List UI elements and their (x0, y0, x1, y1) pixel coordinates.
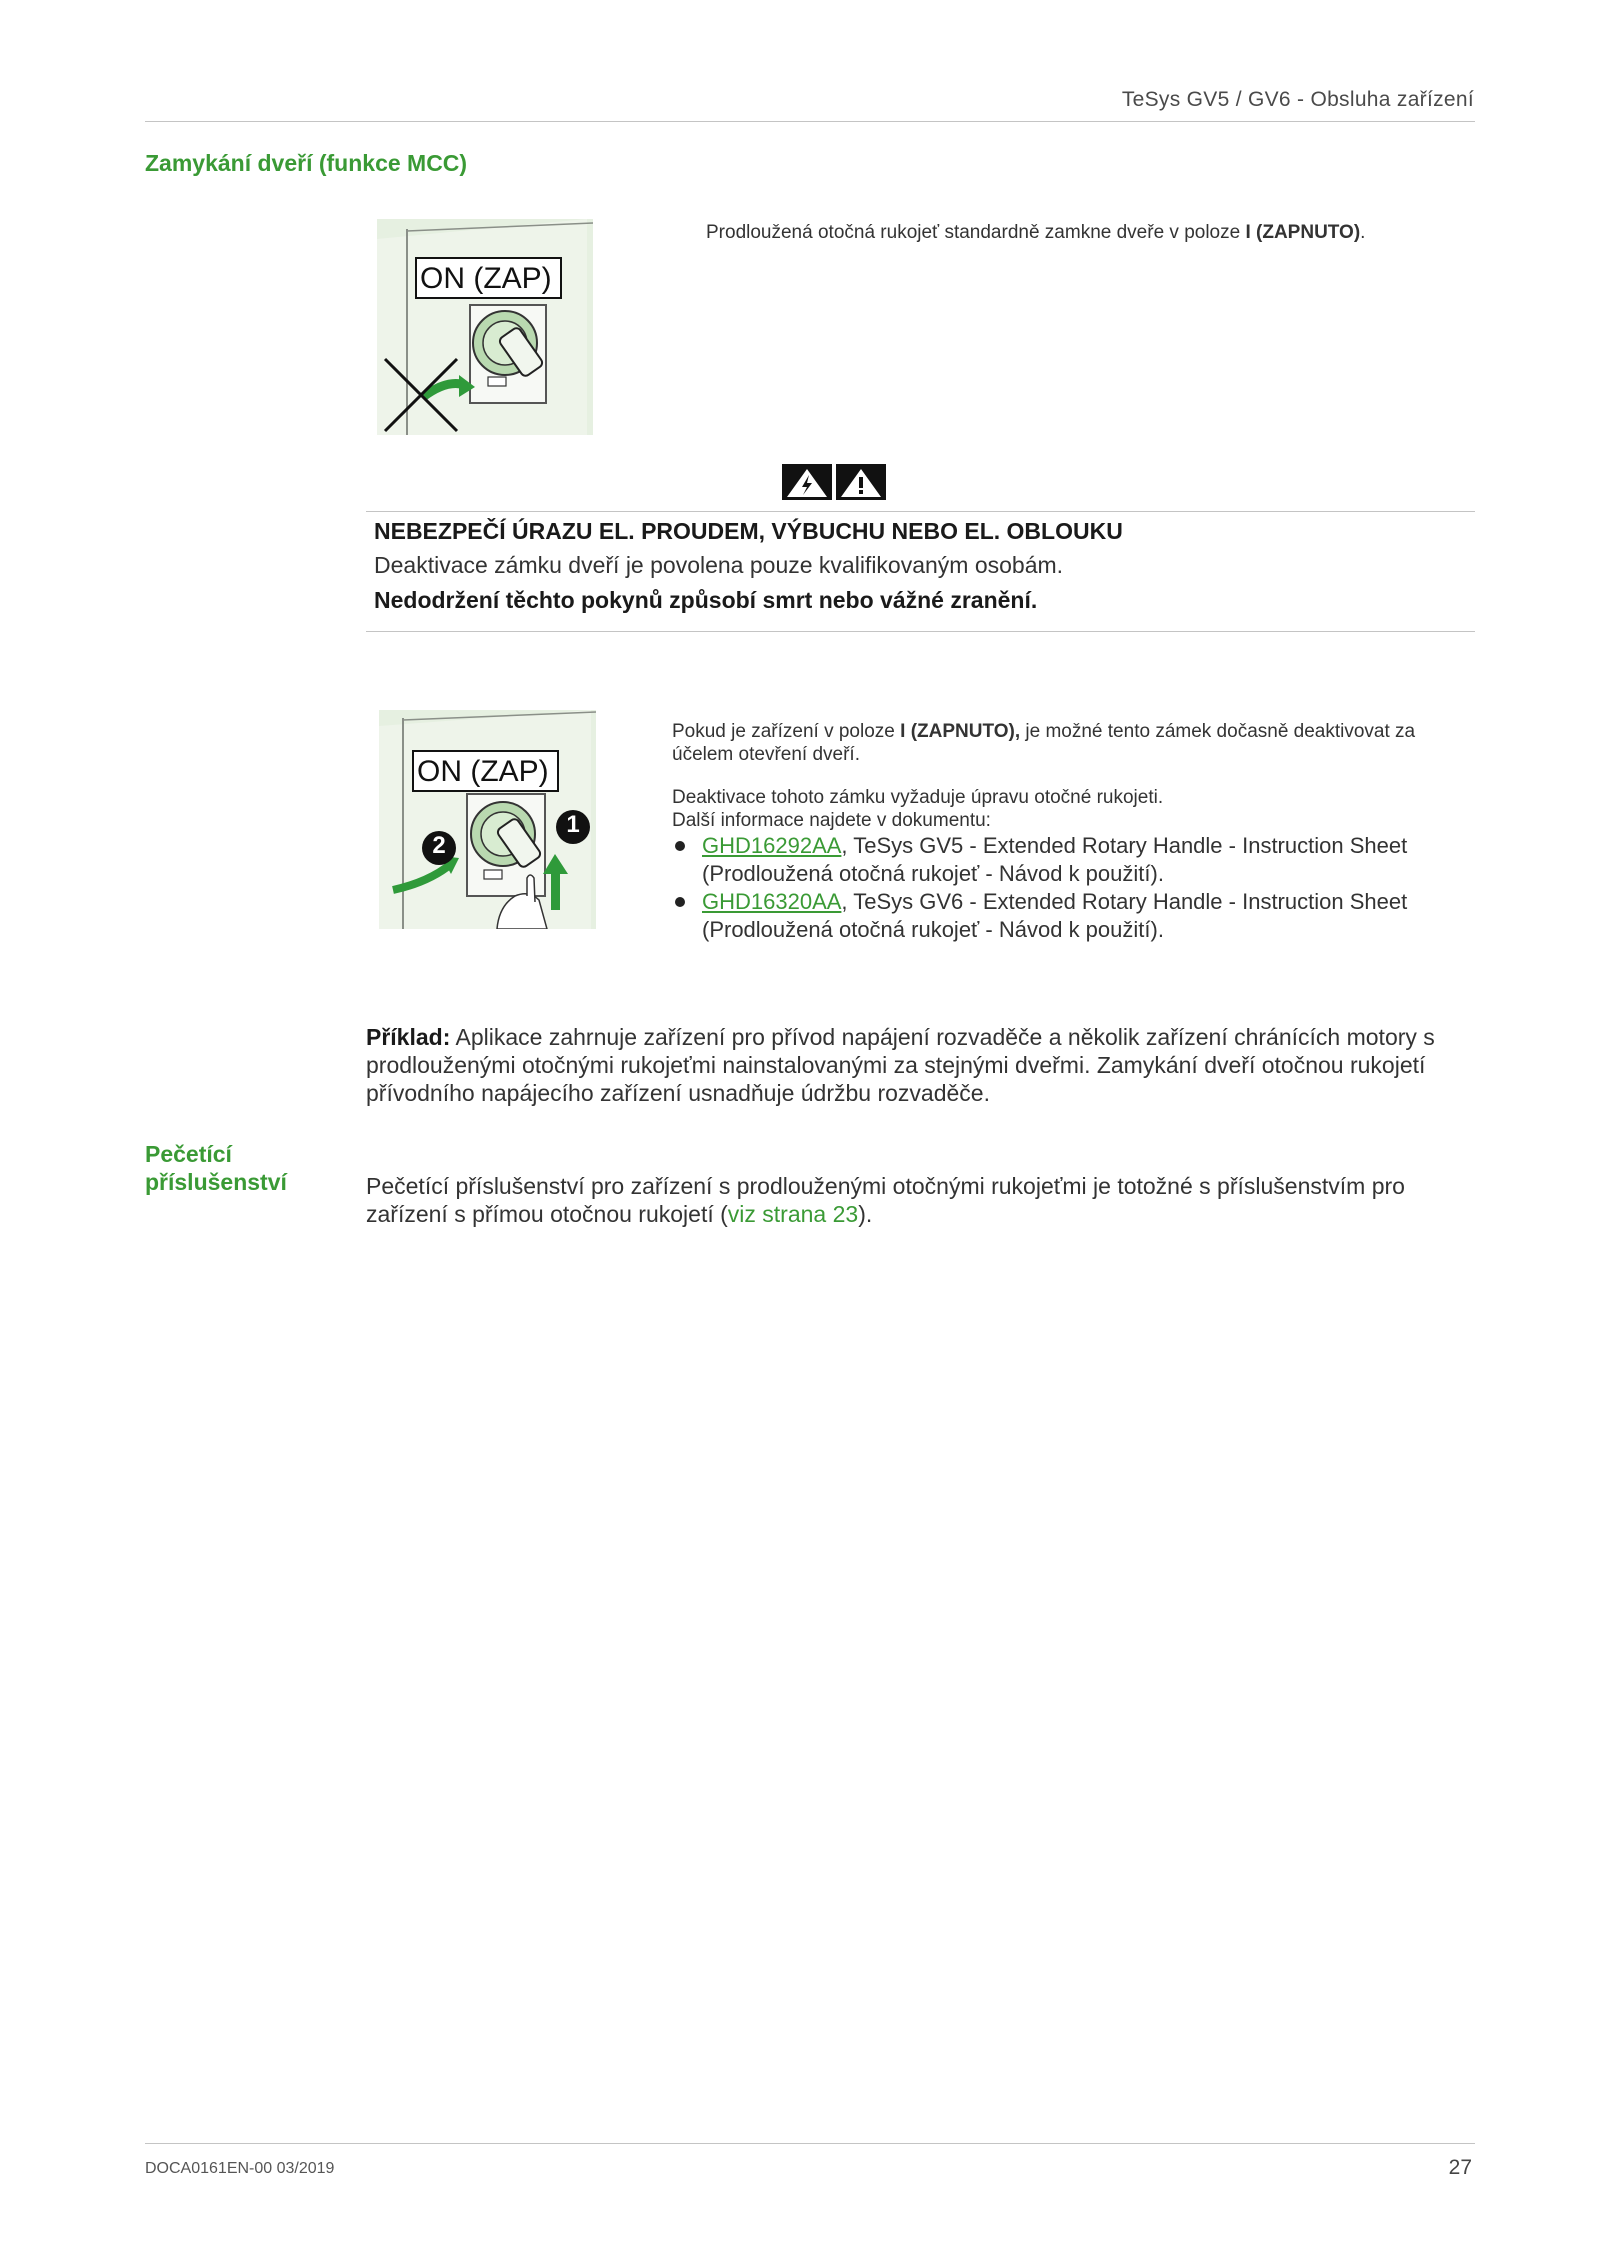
list-item (672, 888, 1472, 944)
sealing-text-tail: ). (858, 1201, 873, 1227)
danger-consequence: Nedodržení těchto pokynů způsobí smrt nebo vážné zranění. (374, 587, 1038, 613)
step-2-marker: 2 (432, 832, 446, 859)
section-heading-door-locking: Zamykání dveří (funkce MCC) (145, 150, 468, 176)
figure-door-locked-on (377, 219, 593, 435)
on-position-label: ON (ZAP) (415, 257, 562, 299)
caption-bold: I (ZAPNUTO) (1245, 222, 1361, 243)
page-number: 27 (1448, 2156, 1472, 2179)
unlock-paragraph-1 (672, 720, 1472, 766)
unlock-instructions (672, 720, 1472, 944)
running-header: TeSys GV5 / GV6 - Obsluha zařízení (1121, 88, 1474, 111)
p2-line1: Deaktivace tohoto zámku vyžaduje úpravu otočné rukojeti. (672, 787, 1164, 808)
danger-icons (780, 462, 890, 502)
sealing-paragraph (366, 1172, 1476, 1228)
document-reference-list (672, 832, 1472, 944)
list-item-text: , TeSys GV5 - Extended Rotary Handle - Instruction Sheet (841, 833, 1408, 858)
step-1-marker: 1 (566, 811, 580, 838)
danger-title: NEBEZPEČÍ ÚRAZU EL. PROUDEM, VÝBUCHU NEBO EL. OBLOUKU (374, 518, 1123, 544)
example-label: Příklad: (366, 1024, 451, 1050)
list-item-subtext: (Prodloužená otočná rukojeť - Návod k použití). (702, 917, 1164, 942)
example-text: Aplikace zahrnuje zařízení pro přívod napájení rozvaděče a několik zařízení chránících motory s prodlouženými otočnými rukojeťmi nainstalovanými za stejnými dveřmi. Zamykání dveří otočnou rukojetí přívodního napájecího zařízení usnadňuje údržbu rozvaděče. (366, 1024, 1435, 1106)
list-item-subtext: (Prodloužená otočná rukojeť - Návod k použití). (702, 861, 1164, 886)
general-warning-icon (836, 464, 886, 500)
list-item-text: , TeSys GV6 - Extended Rotary Handle - Instruction Sheet (841, 889, 1408, 914)
document-code: DOCA0161EN-00 03/2019 (145, 2160, 335, 2177)
unlock-paragraph-2 (672, 786, 1472, 832)
p1-text: Pokud je zařízení v poloze (672, 721, 901, 742)
on-position-label-2: ON (ZAP) (412, 750, 559, 792)
caption-tail: . (1360, 222, 1366, 243)
p2-line2: Další informace najdete v dokumentu: (672, 810, 991, 831)
header-divider (145, 121, 1475, 122)
example-paragraph (366, 1023, 1476, 1107)
figure-unlock-door (379, 710, 596, 929)
section-heading-sealing-accessories: Pečetící příslušenství (145, 1141, 287, 1195)
figure1-caption (706, 222, 1365, 244)
doc-link-ghd16320aa[interactable]: GHD16320AA (702, 889, 842, 914)
p1-bold: I (ZAPNUTO), (900, 721, 1021, 742)
electric-shock-warning-icon (782, 464, 832, 500)
page-reference-link[interactable]: viz strana 23 (727, 1201, 859, 1227)
list-item (672, 832, 1472, 888)
door-handle-illustration (377, 219, 593, 435)
caption-text: Prodloužená otočná rukojeť standardně zamkne dveře v poloze (706, 222, 1246, 243)
doc-link-ghd16292aa[interactable]: GHD16292AA (702, 833, 842, 858)
danger-text: Deaktivace zámku dveří je povolena pouze kvalifikovaným osobám. (374, 552, 1064, 578)
danger-top-divider (366, 511, 1475, 512)
footer-divider (145, 2143, 1475, 2144)
p1-after: je možné tento zámek dočasně deaktivovat za účelem otevření dveří. (672, 721, 1416, 765)
danger-bottom-divider (366, 631, 1475, 632)
sealing-text: Pečetící příslušenství pro zařízení s prodlouženými otočnými rukojeťmi je totožné s příslušenstvím pro zařízení s přímou otočnou rukojetí ( (366, 1173, 1405, 1227)
